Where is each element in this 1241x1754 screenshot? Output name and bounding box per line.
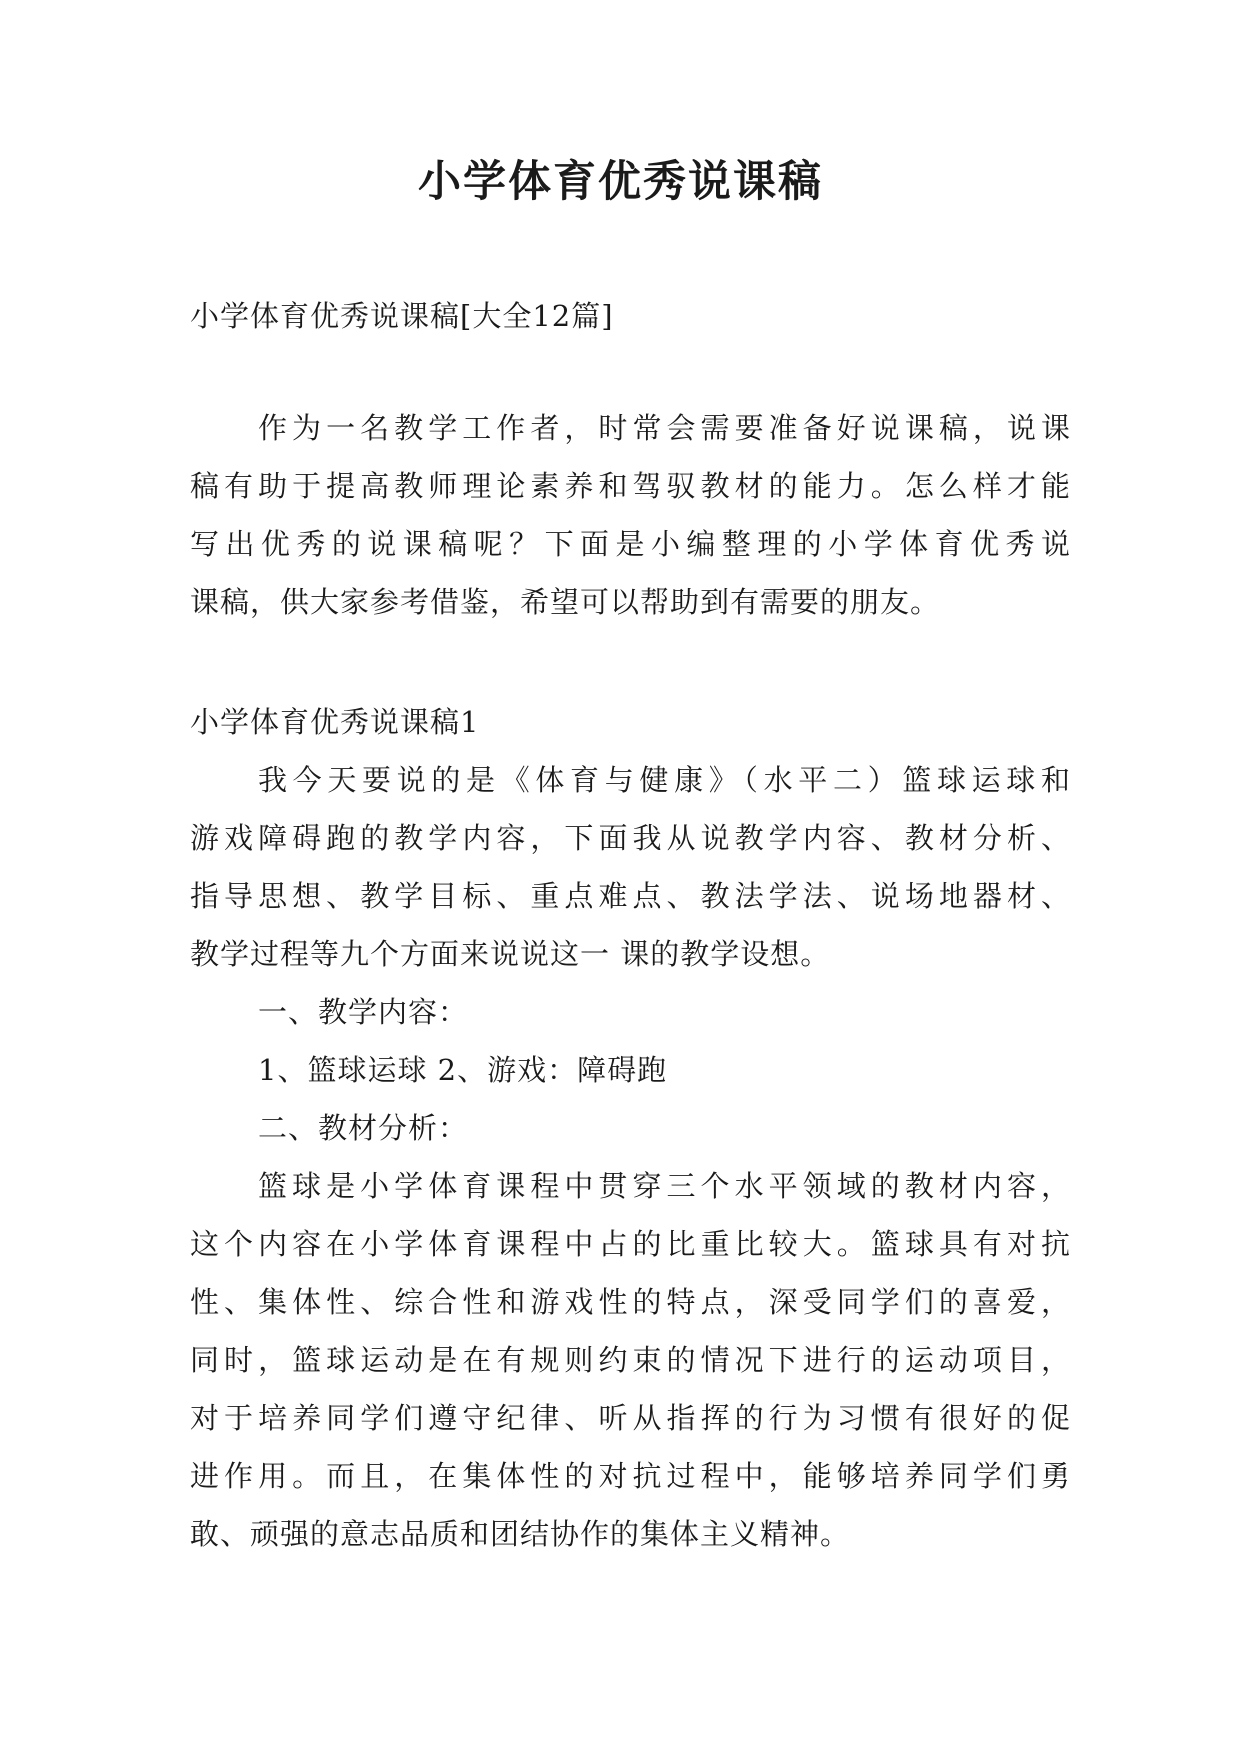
section-line: 我今天要说的是《体育与健康》（水平二）篮球运球和: [258, 763, 1070, 797]
analysis-line: 篮球是小学体育课程中贯穿三个水平领域的教材内容，: [258, 1169, 1070, 1203]
intro-line: 作为一名教学工作者，时常会需要准备好说课稿，说课: [258, 411, 1070, 445]
teaching-content-items: 1、篮球运球 2、游戏：障碍跑: [258, 1053, 668, 1087]
section-line: 指导思想、教学目标、重点难点、教法学法、说场地器材、: [190, 879, 1070, 913]
document-subtitle: 小学体育优秀说课稿[大全12篇]: [190, 299, 614, 333]
analysis-line: 性、集体性、综合性和游戏性的特点，深受同学们的喜爱，: [190, 1285, 1070, 1319]
intro-line: 写出优秀的说课稿呢？下面是小编整理的小学体育优秀说: [190, 527, 1070, 561]
analysis-line: 同时，篮球运动是在有规则约束的情况下进行的运动项目，: [190, 1343, 1070, 1377]
heading-material-analysis: 二、教材分析：: [258, 1111, 469, 1145]
section-line: 游戏障碍跑的教学内容，下面我从说教学内容、教材分析、: [190, 821, 1070, 855]
document-title: 小学体育优秀说课稿: [418, 157, 823, 207]
analysis-line: 这个内容在小学体育课程中占的比重比较大。篮球具有对抗: [190, 1227, 1070, 1261]
section-line: 教学过程等九个方面来说说这一 课的教学设想。: [190, 937, 831, 971]
intro-line: 稿有助于提高教师理论素养和驾驭教材的能力。怎么样才能: [190, 469, 1070, 503]
analysis-line: 敢、顽强的意志品质和团结协作的集体主义精神。: [190, 1517, 851, 1551]
section-heading: 小学体育优秀说课稿1: [190, 705, 480, 739]
analysis-line: 进作用。而且，在集体性的对抗过程中，能够培养同学们勇: [190, 1459, 1070, 1493]
heading-teaching-content: 一、教学内容：: [258, 995, 469, 1029]
intro-line: 课稿，供大家参考借鉴，希望可以帮助到有需要的朋友。: [190, 585, 941, 619]
analysis-line: 对于培养同学们遵守纪律、听从指挥的行为习惯有很好的促: [190, 1401, 1070, 1435]
